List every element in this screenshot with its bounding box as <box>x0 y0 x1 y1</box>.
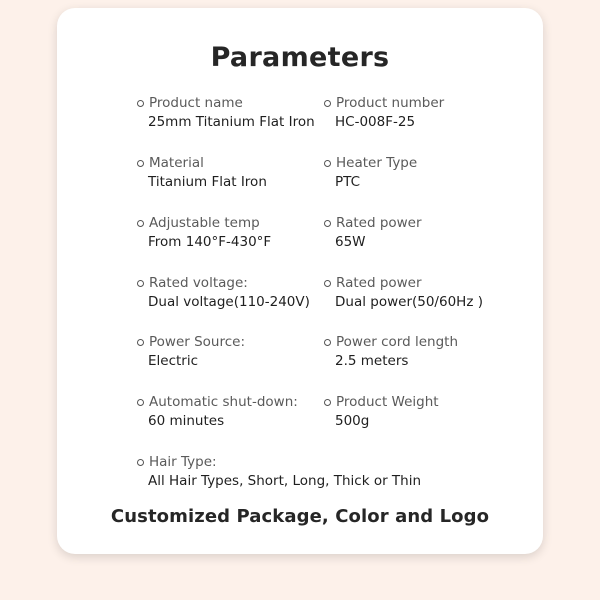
page-title: Parameters <box>210 42 390 73</box>
param-label: Power Source: <box>149 334 246 350</box>
param-label: Product number <box>336 95 445 111</box>
param-value: Dual voltage(110-240V) <box>148 294 310 310</box>
param-value: HC-008F-25 <box>335 114 416 130</box>
bullet-icon <box>137 459 144 466</box>
param-label: Rated voltage: <box>149 275 248 291</box>
bullet-icon <box>137 280 144 287</box>
bullet-icon <box>324 280 331 287</box>
bullet-icon <box>137 220 144 227</box>
param-rated-power <box>324 214 524 252</box>
param-value: 500g <box>335 413 370 429</box>
bullet-icon <box>324 399 331 406</box>
param-label: Automatic shut-down: <box>149 394 298 410</box>
param-label: Product name <box>149 95 243 111</box>
bullet-icon <box>137 160 144 167</box>
param-label: Rated power <box>336 275 422 291</box>
param-rated-voltage <box>137 274 337 312</box>
parameters-card <box>57 8 543 554</box>
param-value: PTC <box>335 174 361 190</box>
param-label: Material <box>149 155 204 171</box>
bullet-icon <box>137 399 144 406</box>
param-value: Dual power(50/60Hz ) <box>335 294 483 310</box>
param-auto-shutdown <box>137 393 337 431</box>
param-value: Titanium Flat Iron <box>148 174 267 190</box>
param-label: Rated power <box>336 215 422 231</box>
param-label: Product Weight <box>336 394 439 410</box>
param-value: 65W <box>335 234 366 250</box>
param-label: Hair Type: <box>149 454 217 470</box>
param-hair-type <box>137 453 467 491</box>
bullet-icon <box>324 100 331 107</box>
bullet-icon <box>324 339 331 346</box>
param-value: From 140°F-430°F <box>148 234 272 250</box>
param-heater-type <box>324 154 524 192</box>
param-power-cord-length <box>324 333 524 371</box>
param-material <box>137 154 337 192</box>
param-value: Electric <box>148 353 199 369</box>
bullet-icon <box>137 339 144 346</box>
param-adjustable-temp <box>137 214 337 252</box>
param-power-source <box>137 333 337 371</box>
param-label: Power cord length <box>336 334 458 350</box>
param-product-number <box>324 94 524 132</box>
param-product-name <box>137 94 337 132</box>
bullet-icon <box>137 100 144 107</box>
customization-note: Customized Package, Color and Logo <box>110 506 490 527</box>
param-value: All Hair Types, Short, Long, Thick or Thin <box>148 473 422 489</box>
param-label: Heater Type <box>336 155 418 171</box>
param-label: Adjustable temp <box>149 215 260 231</box>
param-value: 2.5 meters <box>335 353 409 369</box>
param-product-weight <box>324 393 524 431</box>
param-rated-power-dual <box>324 274 524 312</box>
param-value: 60 minutes <box>148 413 225 429</box>
param-value: 25mm Titanium Flat Iron <box>148 114 315 130</box>
bullet-icon <box>324 220 331 227</box>
bullet-icon <box>324 160 331 167</box>
